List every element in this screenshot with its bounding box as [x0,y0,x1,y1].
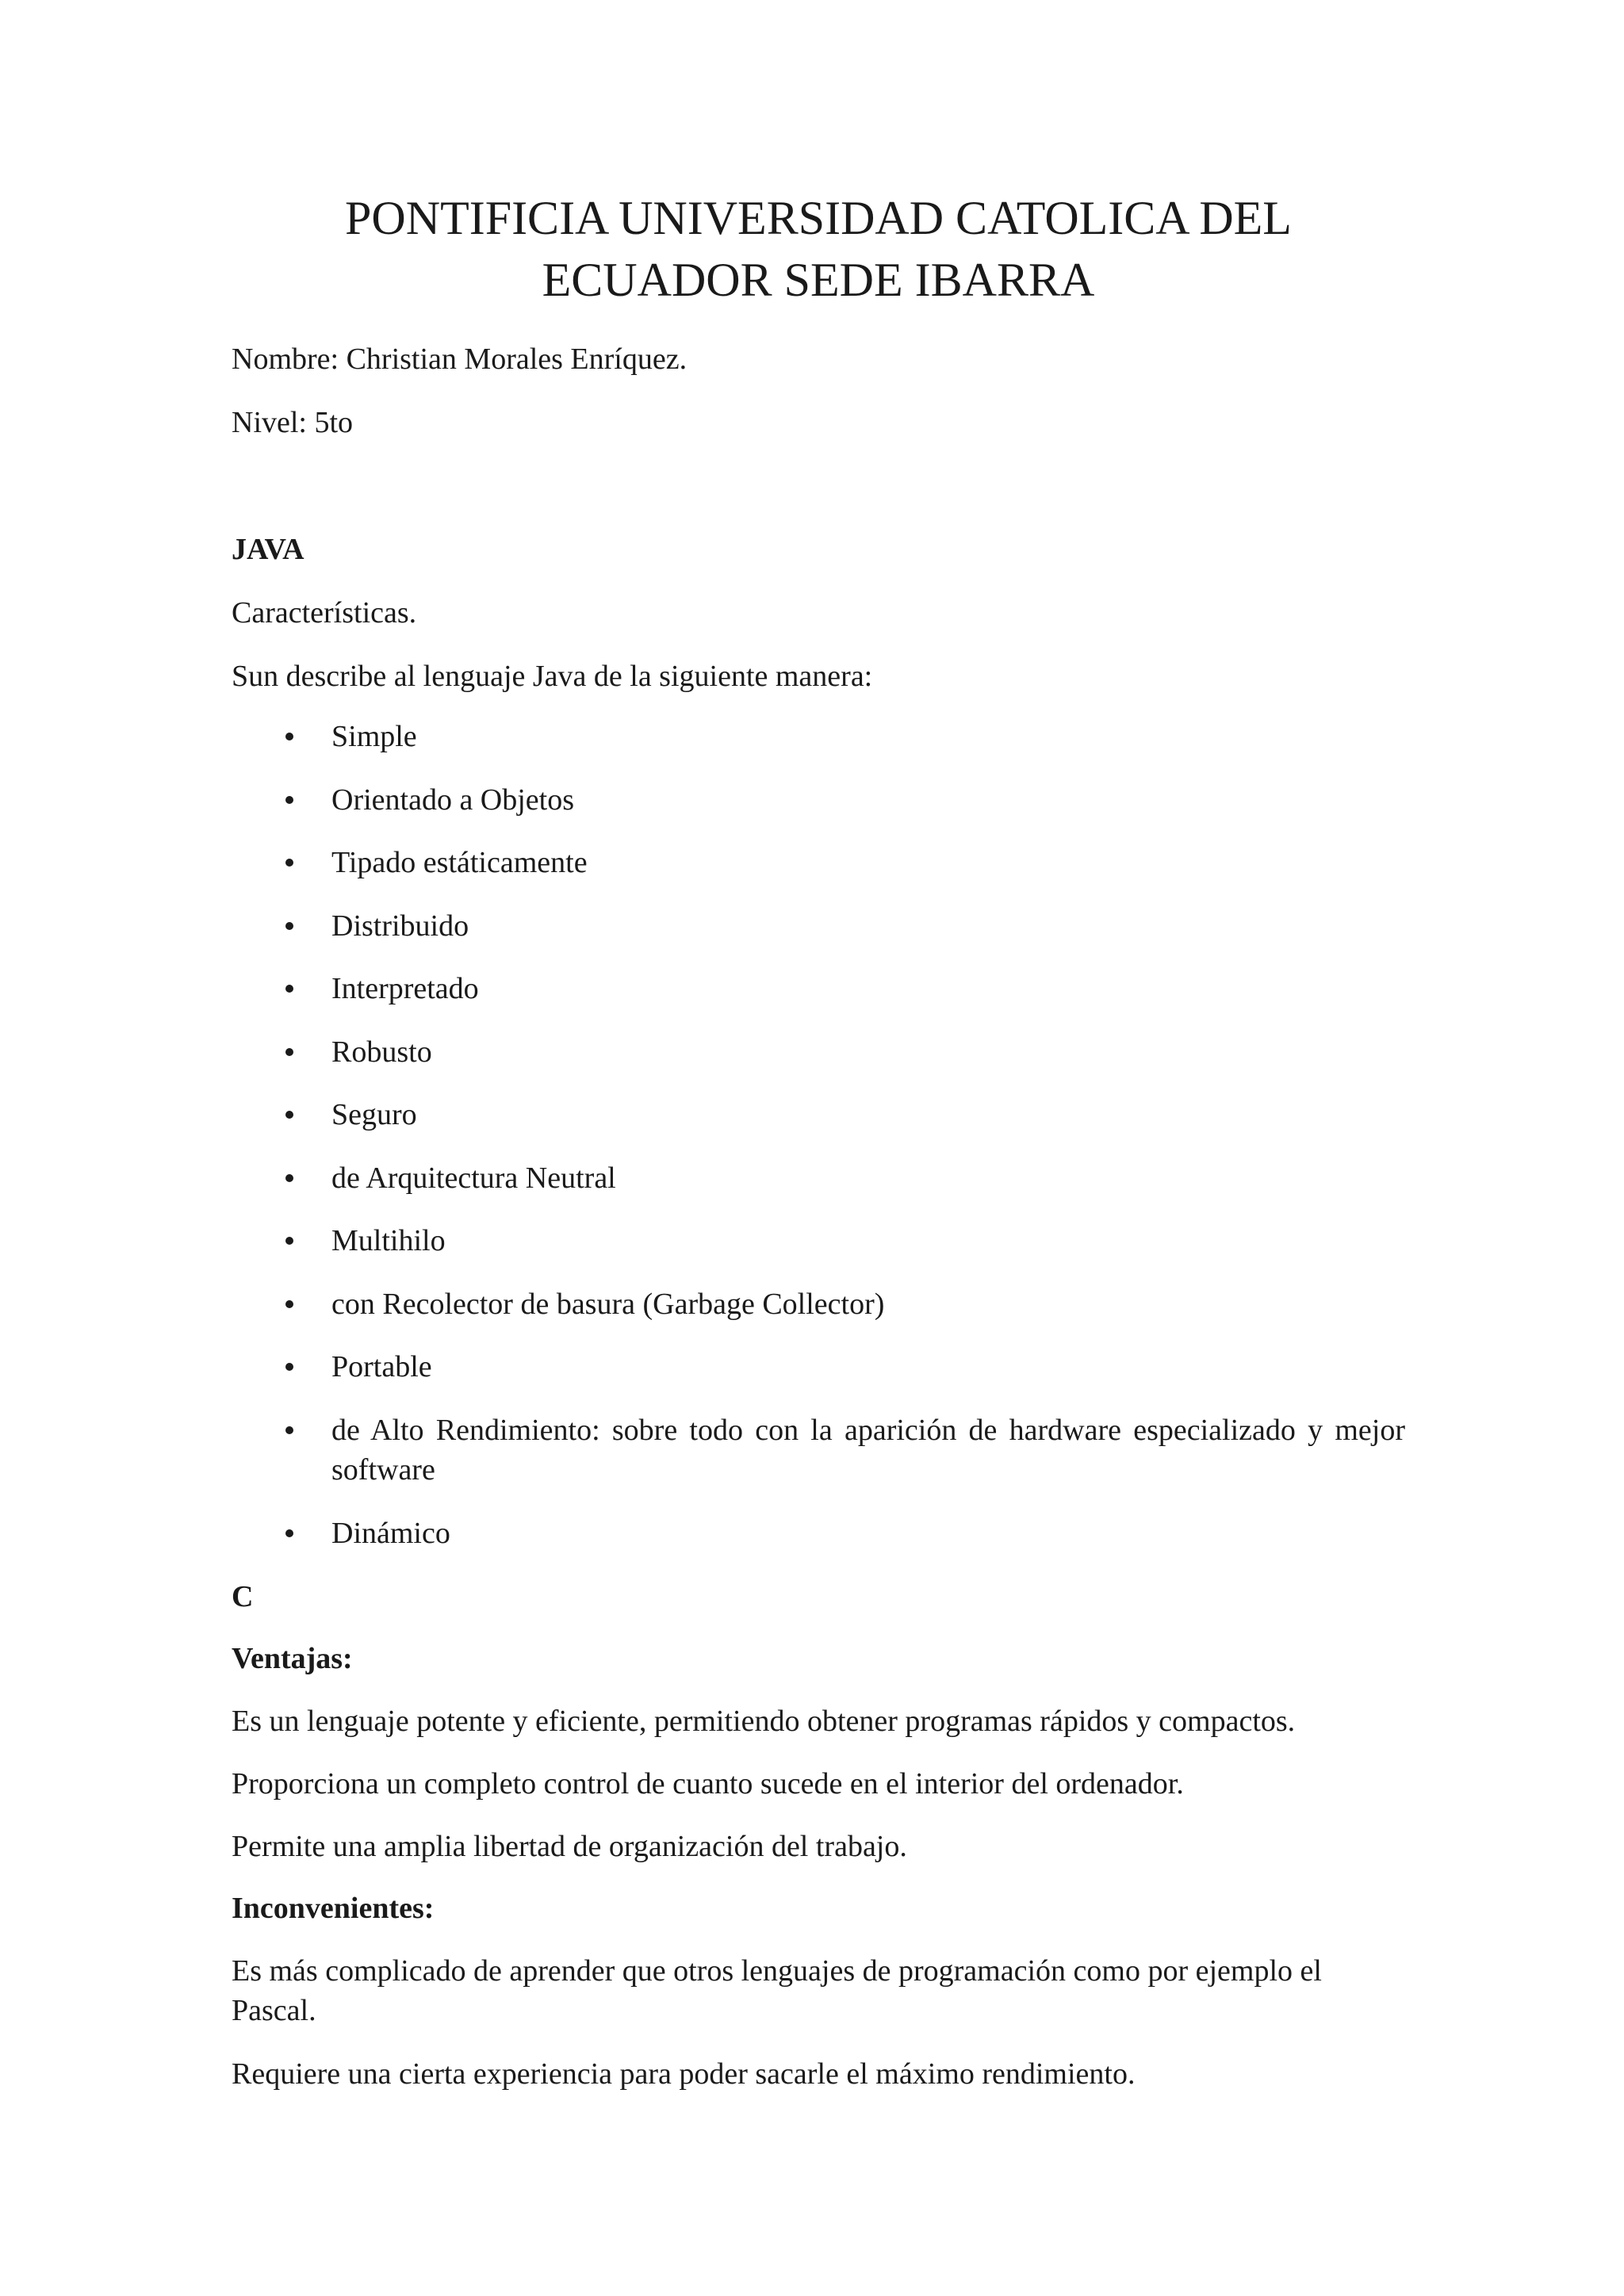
list-item-text: de Arquitectura Neutral [331,1161,616,1195]
bullet-icon [285,1426,293,1434]
student-level: Nivel: 5to [232,406,354,439]
bullet-icon [285,859,293,867]
list-item-text: Distribuido [331,909,469,943]
list-item-text: Orientado a Objetos [331,783,575,817]
list-item-text: con Recolector de basura (Garbage Collector) [331,1288,885,1321]
java-intro: Sun describe al lenguaje Java de la siguiente manera: [232,660,873,693]
advantages-heading: Ventajas: [232,1642,353,1675]
list-item-text: Seguro [331,1098,417,1131]
disadvantage-item: Es más complicado de aprender que otros lenguajes de programación como por ejemplo el Pascal. [232,1954,1322,2027]
list-item-text: Interpretado [331,972,479,1005]
bullet-icon [285,796,293,804]
list-item-text: Simple [331,720,417,753]
bullet-icon [285,1363,293,1371]
list-item-text: Dinámico [331,1517,450,1550]
advantage-item: Proporciona un completo control de cuanto sucede en el interior del ordenador. [232,1767,1184,1800]
list-item-text: de Alto Rendimiento: sobre todo con la aparición de hardware especializado y mejor software [331,1414,1405,1487]
bullet-icon [285,1529,293,1537]
disadvantage-item: Requiere una cierta experiencia para poder sacarle el máximo rendimiento. [232,2057,1136,2091]
characteristics-label: Características. [232,596,417,629]
bullet-icon [285,922,293,930]
bullet-icon [285,1111,293,1119]
student-name: Nombre: Christian Morales Enríquez. [232,342,688,376]
list-item-text: Portable [331,1350,432,1383]
list-item-text: Robusto [331,1035,432,1069]
bullet-icon [285,1300,293,1308]
advantage-item: Es un lenguaje potente y eficiente, permitiendo obtener programas rápidos y compactos. [232,1705,1296,1738]
list-item-text: Tipado estáticamente [331,846,588,879]
bullet-icon [285,1174,293,1182]
document-title: PONTIFICIA UNIVERSIDAD CATOLICA DEL ECUADOR SEDE IBARRA [345,192,1292,306]
advantage-item: Permite una amplia libertad de organización del trabajo. [232,1830,907,1863]
bullet-icon [285,985,293,993]
java-heading: JAVA [232,533,304,566]
disadvantages-heading: Inconvenientes: [232,1892,435,1925]
bullet-icon [285,1237,293,1245]
c-heading: C [232,1580,254,1613]
list-item-text: Multihilo [331,1224,446,1257]
bullet-icon [285,1048,293,1056]
bullet-icon [285,733,293,740]
